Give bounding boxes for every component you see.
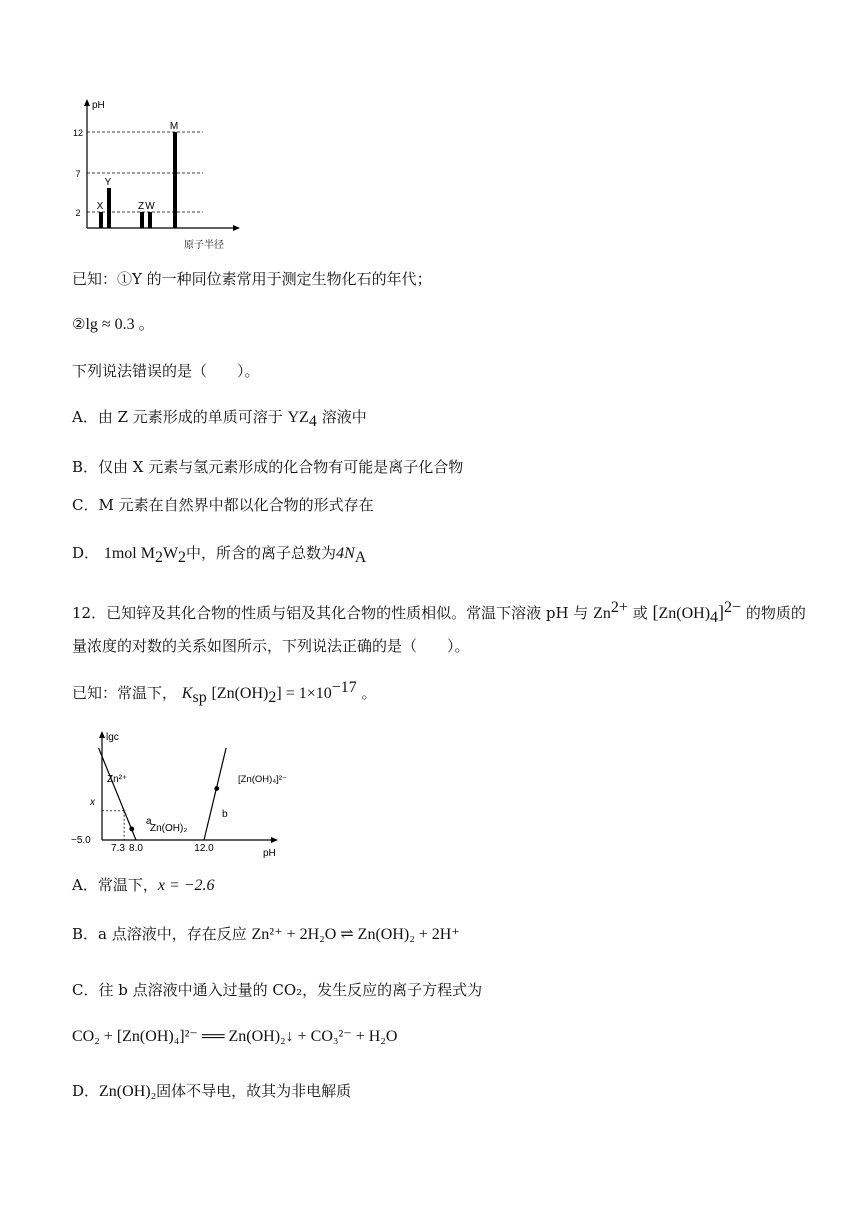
fig2-x-label: pH: [263, 848, 276, 859]
fig2-series-zn2: [99, 748, 136, 840]
fig1-bars: [97, 121, 179, 228]
fig1-x-arrow: [233, 225, 240, 231]
fig1-bar-z: [140, 212, 144, 228]
q12-stem-line2: 量浓度的对数的关系如图所示，下列说法正确的是（ ）。: [72, 637, 470, 655]
q11-stem: 下列说法错误的是（ ）。: [72, 362, 260, 380]
fig1-y-label: pH: [92, 100, 105, 111]
fig2-y-label: lgc: [106, 732, 119, 743]
q11-known-2: ②lg ≈ 0.3 。: [72, 315, 155, 333]
fig1-bar-m: [173, 132, 177, 228]
fig2-label-a: a: [146, 816, 152, 827]
fig1-bar-label-y: Y: [104, 177, 112, 188]
q11-option-c: C．M 元素在自然界中都以化合物的形式存在: [72, 496, 374, 514]
q12-option-d: D．Zn(OH)₂固体不导电，故其为非电解质: [72, 1082, 352, 1100]
q12-option-b: B．a 点溶液中，存在反应 Zn²⁺ + 2H₂O ⇌ Zn(OH)₂ + 2H⁺: [72, 925, 460, 943]
q11-option-a: A．由 Z 元素形成的单质可溶于 $YZ_4$ 溶液中: [72, 408, 367, 430]
q12-option-a: A．常温下，x = −2.6: [72, 876, 215, 894]
fig1-tick-12: 12: [72, 128, 84, 138]
q11-option-d: D． 1mol $M_2W_2$中，所含的离子总数为$4N_A$: [72, 544, 367, 566]
q12-option-c-line1: C．往 b 点溶液中通入过量的 CO₂，发生反应的离子方程式为: [72, 981, 483, 999]
q12-known: 已知：常温下， $K_{sp}$ $[Zn(OH)_2] = 1\times 10^{-17}$ 。: [72, 679, 377, 706]
fig2-label-znoh4: [Zn(OH)₄]²⁻: [238, 774, 287, 785]
fig2-label-x: x: [90, 797, 95, 808]
q11-option-b: B．仅由 X 元素与氢元素形成的化合物有可能是离子化合物: [72, 458, 464, 476]
fig1-bar-chart: [70, 96, 250, 246]
fig2-line-chart: [70, 728, 310, 860]
fig1-bar-w: [148, 212, 152, 228]
fig2-point-a: [129, 827, 134, 832]
fig2-tick-12-0: 12.0: [194, 843, 214, 854]
q12-stem-line1: 12．已知锌及其化合物的性质与铝及其化合物的性质相似。常温下溶液 pH 与 $Zn^{2+}$ 或 $[Zn(OH)_4]^{2-}$ 的物质的: [72, 599, 806, 626]
fig2-label-region: Zn(OH)₂: [150, 823, 188, 834]
fig1-bar-label-x: X: [96, 201, 104, 212]
q12-option-c-equation: CO₂ + [Zn(OH)₄]²⁻ ══ Zn(OH)₂↓ + CO₃²⁻ + H₂O: [72, 1028, 398, 1045]
fig1-x-label: 原子半径: [184, 240, 224, 251]
fig1-bar-label-z: Z: [137, 201, 145, 212]
fig2-y-arrow: [99, 731, 105, 738]
fig2-tick-7-3: 7.3: [111, 843, 125, 854]
fig1-bar-label-m: M: [169, 121, 179, 132]
fig2-tick-8-0: 8.0: [129, 843, 143, 854]
fig2-label-zn2: Zn²⁺: [107, 774, 128, 785]
fig2-tick-y: −5.0: [71, 835, 91, 846]
fig1-tick-2: 2: [75, 208, 81, 218]
fig1-bar-x: [99, 212, 103, 228]
q11-known-1: 已知：①Y 的一种同位素常用于测定生物化石的年代；: [72, 270, 432, 288]
fig2-label-b: b: [222, 809, 228, 820]
fig2-series-znoh4: [204, 748, 226, 840]
fig2-point-b: [214, 786, 219, 791]
fig2-x-arrow: [271, 837, 278, 843]
fig1-tick-7: 7: [75, 169, 81, 179]
fig1-bar-label-w: W: [145, 201, 155, 212]
fig1-bar-y: [107, 188, 111, 228]
fig1-y-arrow: [84, 99, 90, 106]
